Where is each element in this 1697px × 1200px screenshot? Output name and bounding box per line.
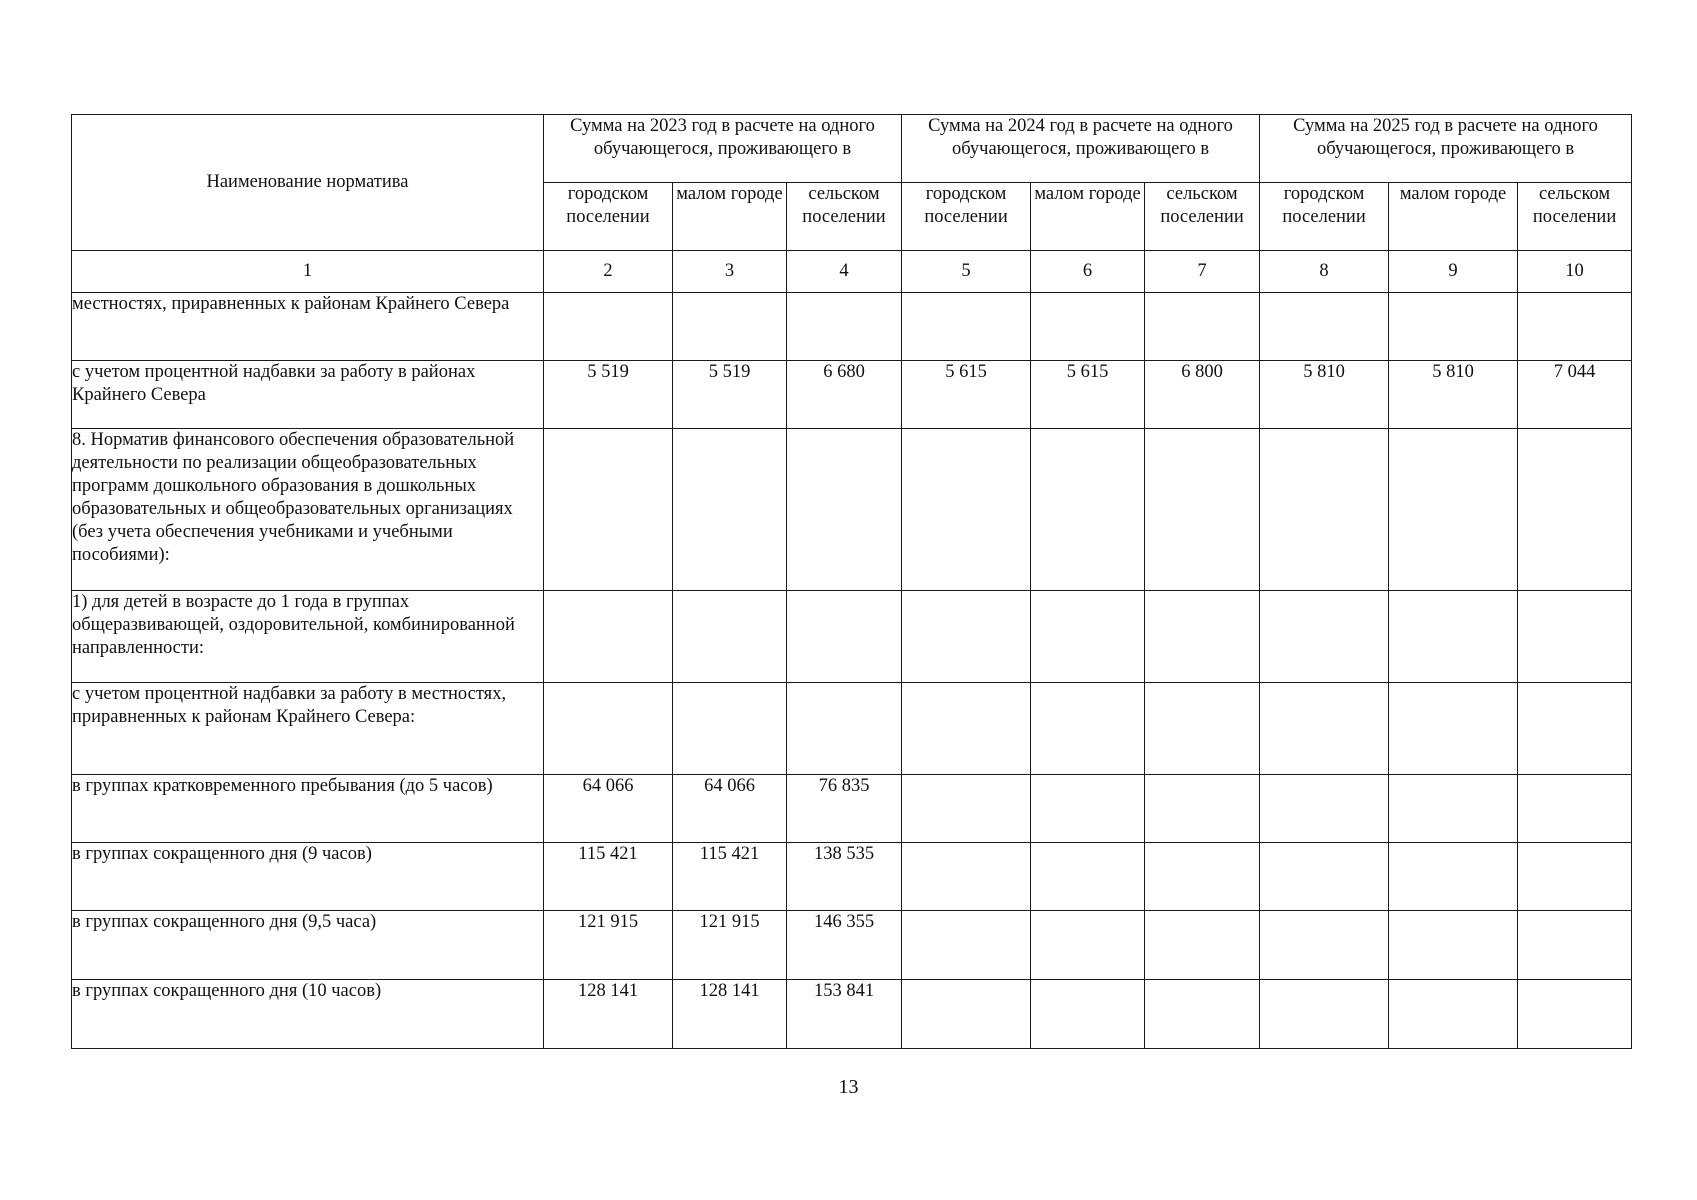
value-cell: 138 535	[787, 843, 902, 911]
value-cell	[544, 591, 673, 683]
value-cell: 64 066	[673, 775, 787, 843]
header-sub-rural: сельском поселении	[1145, 183, 1260, 251]
row-label: в группах сокращенного дня (10 часов)	[72, 980, 544, 1049]
value-cell	[1389, 911, 1518, 980]
value-cell	[673, 683, 787, 775]
value-cell: 128 141	[673, 980, 787, 1049]
value-cell	[1518, 293, 1632, 361]
value-cell	[1145, 843, 1260, 911]
value-cell: 5 810	[1260, 361, 1389, 429]
value-cell	[1260, 293, 1389, 361]
column-number: 2	[544, 251, 673, 293]
value-cell	[1031, 683, 1145, 775]
column-number-row	[72, 251, 1632, 293]
header-sub-urban: городском поселении	[544, 183, 673, 251]
table-row	[72, 911, 1632, 980]
value-cell	[1389, 980, 1518, 1049]
value-cell	[1389, 591, 1518, 683]
header-sub-small-town: малом городе	[673, 183, 787, 251]
row-label: в группах сокращенного дня (9,5 часа)	[72, 911, 544, 980]
row-label: местностях, приравненных к районам Крайнего Севера	[72, 293, 544, 361]
header-sub-small-town: малом городе	[1389, 183, 1518, 251]
value-cell: 146 355	[787, 911, 902, 980]
header-group-2024: Сумма на 2024 год в расчете на одного обучающегося, проживающего в	[902, 115, 1260, 183]
header-sub-small-town: малом городе	[1031, 183, 1145, 251]
value-cell	[1031, 591, 1145, 683]
value-cell	[902, 683, 1031, 775]
value-cell	[1389, 683, 1518, 775]
value-cell	[1260, 843, 1389, 911]
table-row	[72, 683, 1632, 775]
value-cell	[1031, 911, 1145, 980]
header-row-groups	[72, 115, 1632, 183]
value-cell	[1518, 683, 1632, 775]
value-cell	[902, 293, 1031, 361]
value-cell: 5 810	[1389, 361, 1518, 429]
value-cell	[673, 293, 787, 361]
table-row	[72, 429, 1632, 591]
column-number: 1	[72, 251, 544, 293]
value-cell: 115 421	[544, 843, 673, 911]
column-number: 8	[1260, 251, 1389, 293]
value-cell: 128 141	[544, 980, 673, 1049]
column-number: 4	[787, 251, 902, 293]
value-cell: 7 044	[1518, 361, 1632, 429]
row-label: 8. Норматив финансового обеспечения образовательной деятельности по реализации общеобразовательных программ дошкольного образования в дошкольных образовательных и общеобразовательных организациях (без учета обеспечения учебниками и учебными пособиями):	[72, 429, 544, 591]
value-cell	[673, 429, 787, 591]
value-cell	[1145, 683, 1260, 775]
value-cell	[1031, 843, 1145, 911]
header-sub-urban: городском поселении	[902, 183, 1031, 251]
column-number: 7	[1145, 251, 1260, 293]
value-cell	[787, 591, 902, 683]
value-cell	[1145, 591, 1260, 683]
value-cell	[787, 429, 902, 591]
value-cell: 6 800	[1145, 361, 1260, 429]
value-cell	[544, 429, 673, 591]
value-cell	[902, 429, 1031, 591]
row-label: с учетом процентной надбавки за работу в местностях, приравненных к районам Крайнего Севера:	[72, 683, 544, 775]
value-cell	[1145, 911, 1260, 980]
column-number: 6	[1031, 251, 1145, 293]
value-cell: 153 841	[787, 980, 902, 1049]
table-row	[72, 361, 1632, 429]
value-cell	[1145, 980, 1260, 1049]
header-sub-rural: сельском поселении	[1518, 183, 1632, 251]
header-name-column: Наименование норматива	[72, 115, 544, 251]
table-row	[72, 591, 1632, 683]
header-sub-urban: городском поселении	[1260, 183, 1389, 251]
value-cell	[1145, 775, 1260, 843]
value-cell	[902, 591, 1031, 683]
table-row	[72, 843, 1632, 911]
value-cell	[544, 683, 673, 775]
page-number: 13	[838, 1076, 859, 1098]
value-cell	[902, 775, 1031, 843]
value-cell	[902, 911, 1031, 980]
value-cell: 5 519	[544, 361, 673, 429]
value-cell: 121 915	[673, 911, 787, 980]
value-cell	[1260, 980, 1389, 1049]
header-sub-rural: сельском поселении	[787, 183, 902, 251]
value-cell	[1260, 911, 1389, 980]
value-cell: 5 615	[902, 361, 1031, 429]
row-label: в группах сокращенного дня (9 часов)	[72, 843, 544, 911]
row-label: в группах кратковременного пребывания (до 5 часов)	[72, 775, 544, 843]
normative-table	[71, 114, 1632, 1049]
value-cell	[1031, 429, 1145, 591]
value-cell	[544, 293, 673, 361]
value-cell: 5 519	[673, 361, 787, 429]
value-cell: 76 835	[787, 775, 902, 843]
value-cell	[902, 980, 1031, 1049]
column-number: 5	[902, 251, 1031, 293]
value-cell	[1031, 293, 1145, 361]
table-row	[72, 293, 1632, 361]
value-cell	[1518, 591, 1632, 683]
value-cell	[1518, 775, 1632, 843]
value-cell: 5 615	[1031, 361, 1145, 429]
value-cell	[1518, 429, 1632, 591]
value-cell	[1389, 843, 1518, 911]
value-cell	[1260, 683, 1389, 775]
value-cell	[1260, 429, 1389, 591]
value-cell	[1389, 429, 1518, 591]
value-cell	[1260, 591, 1389, 683]
value-cell	[787, 293, 902, 361]
value-cell: 115 421	[673, 843, 787, 911]
value-cell	[1389, 775, 1518, 843]
column-number: 10	[1518, 251, 1632, 293]
value-cell	[1389, 293, 1518, 361]
table-row	[72, 980, 1632, 1049]
table-row	[72, 775, 1632, 843]
value-cell	[1031, 775, 1145, 843]
header-group-2025: Сумма на 2025 год в расчете на одного обучающегося, проживающего в	[1260, 115, 1632, 183]
column-number: 9	[1389, 251, 1518, 293]
value-cell	[1518, 911, 1632, 980]
value-cell: 64 066	[544, 775, 673, 843]
value-cell	[1518, 980, 1632, 1049]
value-cell	[902, 843, 1031, 911]
column-number: 3	[673, 251, 787, 293]
value-cell: 6 680	[787, 361, 902, 429]
header-group-2023: Сумма на 2023 год в расчете на одного обучающегося, проживающего в	[544, 115, 902, 183]
row-label: с учетом процентной надбавки за работу в районах Крайнего Севера	[72, 361, 544, 429]
value-cell	[1031, 980, 1145, 1049]
value-cell	[1145, 293, 1260, 361]
value-cell	[1145, 429, 1260, 591]
value-cell: 121 915	[544, 911, 673, 980]
value-cell	[673, 591, 787, 683]
value-cell	[787, 683, 902, 775]
row-label: 1) для детей в возрасте до 1 года в группах общеразвивающей, оздоровительной, комбинированной направленности:	[72, 591, 544, 683]
table-body	[72, 293, 1632, 1049]
value-cell	[1518, 843, 1632, 911]
value-cell	[1260, 775, 1389, 843]
